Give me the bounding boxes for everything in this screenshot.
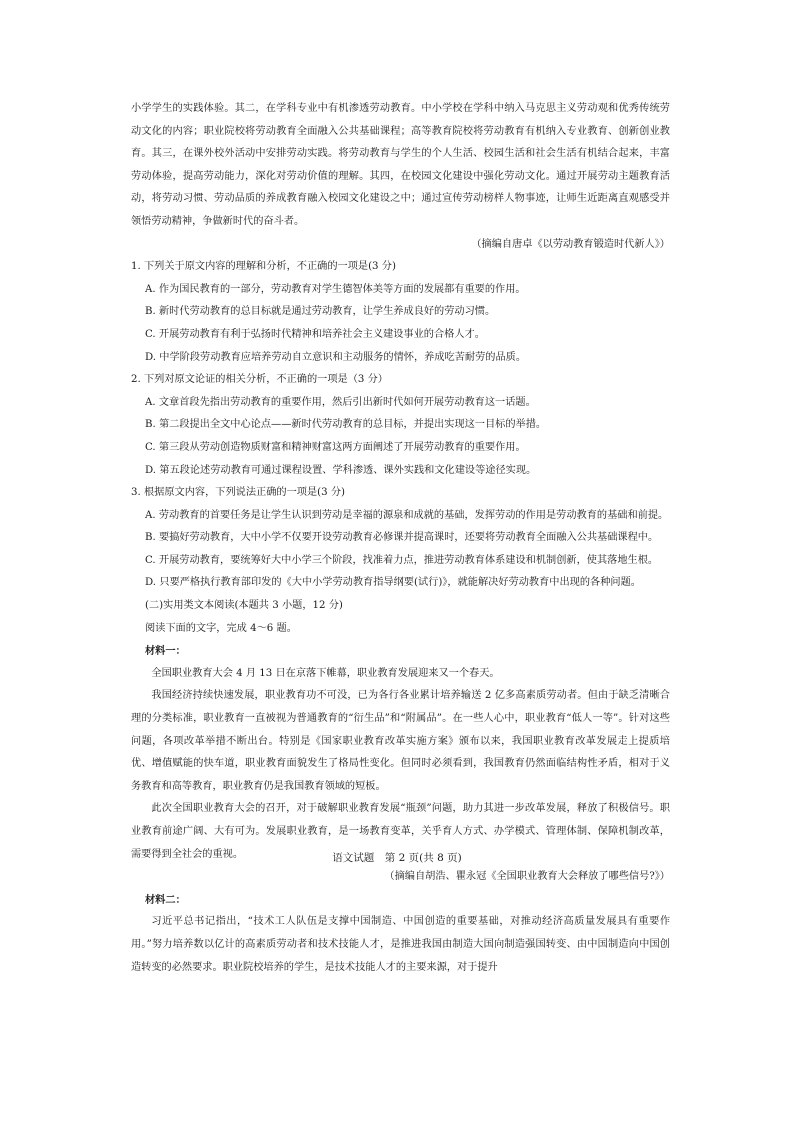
option-b: B. 第二段提出全文中心论点——新时代劳动教育的总目标，并提出实现这一目标的举措。	[145, 419, 547, 431]
question-stem: 2. 下列对原文论证的相关分析，不正确的一项是（3 分）	[131, 374, 388, 386]
option-d: D. 中学阶段劳动教育应培养劳动自立意识和主动服务的情怀，养成吃苦耐劳的品质。	[145, 351, 527, 363]
option-a: A. 文章首段先指出劳动教育的重要作用，然后引出新时代如何开展劳动教育这一话题。	[145, 396, 536, 408]
option-a: A. 作为国民教育的一部分，劳动教育对学生德智体美等方面的发展都有重要的作用。	[145, 283, 526, 295]
material-1-label: 材料一：	[145, 645, 186, 658]
material-1-paragraph: 我国经济持续快速发展，职业教育功不可没，已为各行各业累计培养输送 2 亿多高素质劳动者。但由于缺乏清晰合理的分类标准，职业教育一直被视为普通教育的“衍生品”和“附属品”。在一些人心中，职业教育“低人一等”。针对这些问题，各项改革举措不断出台。特别是《国家职业教育改革实施方案》颁布以来，我国职业教育改革发展走上提质培优、增值赋能的快车道，职业教育面貌发生了格局性变化。但同时必须看到，我国教育仍然面临结构性矛盾，相对于义务教育和高等教育，职业教育仍是我国教育领域的短板。	[131, 690, 670, 792]
section-instruction: 阅读下面的文字，完成 4～6 题。	[145, 622, 297, 634]
material-2-paragraph: 习近平总书记指出，“技术工人队伍是支撑中国制造、中国创造的重要基础，对推动经济高质量发展具有重要作用。”努力培养数以亿计的高素质劳动者和技术技能人才，是推进我国由制造大国向制造强国转变、由中国制造向中国创造转变的必然要求。职业院校培养的学生，是技术技能人才的主要来源，对于提升	[131, 916, 670, 973]
question-1	[131, 256, 670, 369]
section-heading: (二)实用类文本阅读(本题共 3 小题，12 分)	[145, 600, 343, 612]
option-c: C. 第三段从劳动创造物质财富和精神财富这两方面阐述了开展劳动教育的重要作用。	[145, 441, 526, 453]
question-stem: 1. 下列关于原文内容的理解和分析，不正确的一项是(3 分)	[131, 261, 396, 273]
option-b: B. 新时代劳动教育的总目标就是通过劳动教育，让学生养成良好的劳动习惯。	[145, 306, 496, 318]
passage-continuation: 小学学生的实践体验。其二，在学科专业中有机渗透劳动教育。中小学校在学科中纳入马克思主义劳动观和优秀传统劳动文化的内容；职业院校将劳动教育全面融入公共基础课程；高等教育院校将劳动教育有机纳入专业教育、创新创业教育。其三，在课外校外活动中安排劳动实践。将劳动教育与学生的个人生活、校园生活和社会生活有机结合起来，丰富劳动体验，提高劳动能力，深化对劳动价值的理解。其四，在校园文化建设中强化劳动文化。通过开展劳动主题教育活动，将劳动习惯、劳动品质的养成教育融入校园文化建设之中；通过宣传劳动榜样人物事迹，让师生近距离直观感受并领悟劳动精神，争做新时代的奋斗者。	[131, 103, 670, 227]
page-footer: 语文试题 第 2 页(共 8 页)	[332, 852, 462, 864]
material-1-source: （摘编自胡浩、瞿永冠《全国职业教育大会释放了哪些信号?》）	[384, 871, 670, 883]
passage-source: （摘编自唐卓《以劳动教育锻造时代新人》）	[471, 238, 670, 250]
material-1-paragraph: 全国职业教育大会 4 月 13 日在京落下帷幕，职业教育发展迎来又一个春天。	[151, 667, 500, 679]
section-practical-reading	[131, 595, 670, 979]
option-d: D. 只要严格执行教育部印发的《大中小学劳动教育指导纲要(试行)》，就能解决好劳动教育中出现的各种问题。	[145, 577, 641, 589]
option-d: D. 第五段论述劳动教育可通过课程设置、学科渗透、课外实践和文化建设等途径实现。	[145, 464, 537, 476]
option-b: B. 要搞好劳动教育，大中小学不仅要开设劳动教育必修课并提高课时，还要将劳动教育全面融入公共基础课程中。	[145, 532, 659, 544]
material-1-paragraph: 此次全国职业教育大会的召开，对于破解职业教育发展“瓶颈”问题，助力其进一步改革发展，释放了积极信号。职业教育前途广阔、大有可为。发展职业教育，是一场教育变革，关乎育人方式、办学模式、管理体制、保障机制改革，需要得到全社会的重视。	[131, 803, 670, 860]
option-c: C. 开展劳动教育有利于弘扬时代精神和培养社会主义建设事业的合格人才。	[145, 328, 485, 340]
material-2-label: 材料二：	[145, 893, 186, 906]
question-3	[131, 482, 670, 595]
question-stem: 3. 根据原文内容，下列说法正确的一项是(3 分)	[131, 487, 346, 499]
question-2	[131, 369, 670, 482]
option-a: A. 劳动教育的首要任务是让学生认识到劳动是幸福的源泉和成就的基础，发挥劳动的作用是劳动教育的基础和前提。	[145, 509, 669, 521]
option-c: C. 开展劳动教育，要统筹好大中小学三个阶段，找准着力点，推进劳动教育体系建设和机制创新，使其落地生根。	[145, 554, 659, 566]
